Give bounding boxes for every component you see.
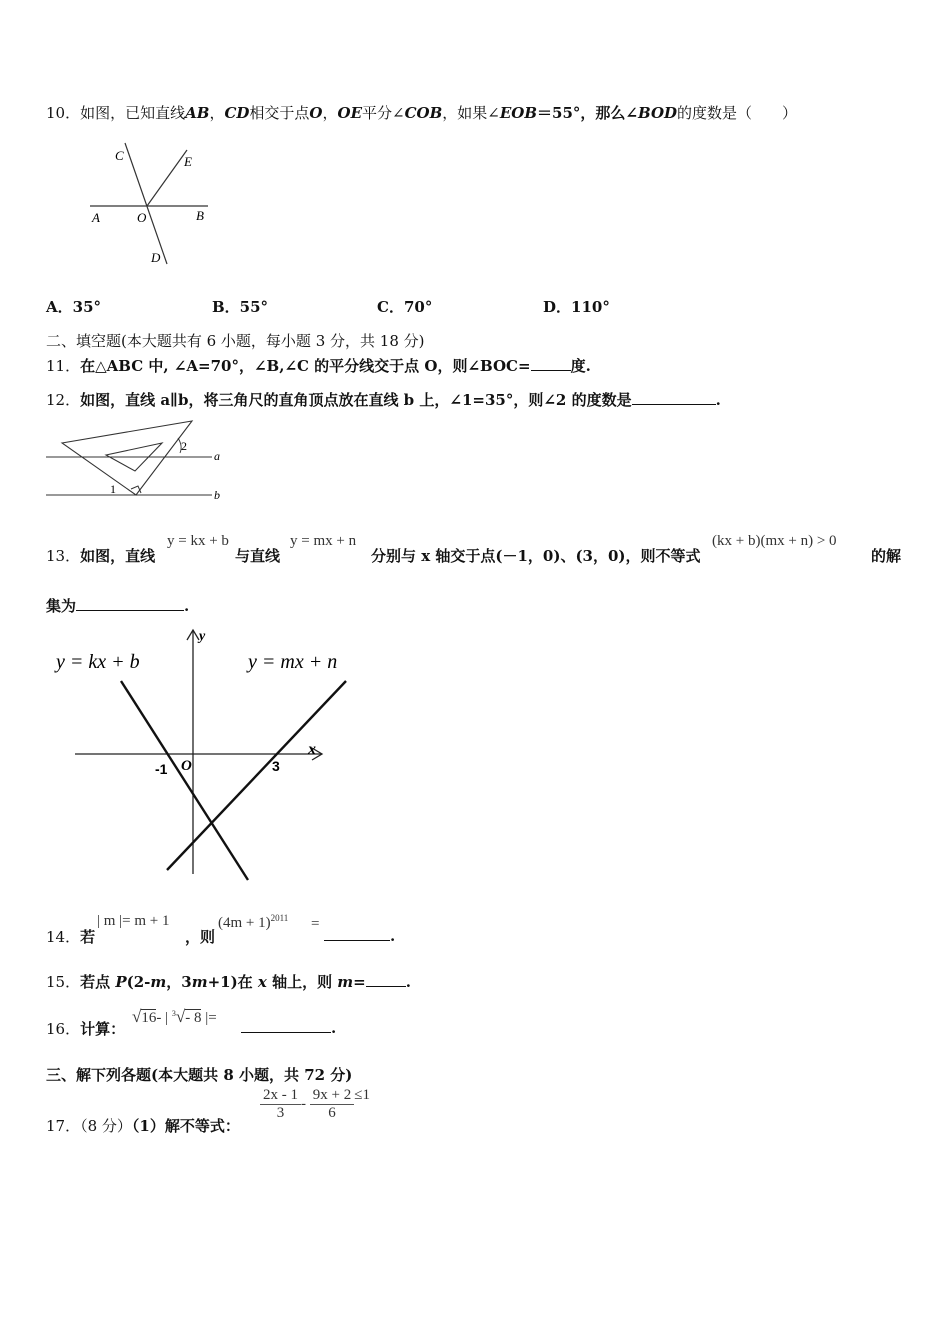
answer-blank[interactable] (632, 390, 716, 405)
q14-prefix: 14．若 (46, 928, 96, 946)
q13-number: 13．如图，直线 (46, 547, 156, 565)
ray-oe (147, 150, 187, 206)
answer-blank[interactable] (241, 1018, 331, 1033)
answer-blank[interactable] (531, 356, 571, 371)
x-axis-label: x (308, 741, 316, 758)
fraction-1: $\frac{2x - 1}{3}$ (260, 1087, 301, 1122)
q13-formula-3: (kx + b)(mx + n) > 0 (712, 533, 837, 549)
q13-formula-1: y = kx + b (167, 533, 229, 549)
q16-prefix: 16．计算： (46, 1020, 126, 1038)
q16-formula: √16- | $^3$√- 8 |= (132, 1007, 217, 1026)
answer-blank[interactable] (366, 972, 406, 987)
label-b: B (196, 208, 204, 223)
origin-label: O (181, 758, 192, 774)
label-line-1: y = kx + b (56, 651, 140, 673)
label-c: C (115, 148, 124, 163)
q12-figure (44, 416, 234, 504)
section-2-heading: 二、填空题(本大题共有 6 小题，每小题 3 分，共 18 分) (46, 332, 425, 350)
q17-prefix: 17．（8 分）（1）解不等式： (46, 1117, 240, 1135)
q13-text-3: 分别与 x 轴交于点(－1，0)、(3，0)，则不等式 (371, 547, 701, 565)
q15-stem: 15．若点 P(2-m，3m+1)在 x 轴上，则 m= . (46, 973, 411, 991)
label-line-2: y = mx + n (248, 651, 338, 673)
label-d: D (151, 250, 161, 265)
label-a: a (214, 449, 220, 463)
q10-option-b[interactable]: B．55° (212, 298, 269, 316)
section-3-heading: 三、解下列各题(本大题共 8 小题，共 72 分) (46, 1066, 353, 1084)
answer-blank[interactable] (324, 926, 390, 941)
q16-answer: . (241, 1018, 336, 1037)
label-a: A (92, 210, 100, 225)
label-angle-1: 1 (110, 482, 116, 496)
q14-answer: . (324, 926, 395, 945)
q14-formula-2: $(4m + 1)^{2011}$ (218, 913, 289, 931)
q14-equals: = (311, 916, 320, 932)
triangle-outer (62, 421, 192, 495)
q14-formula-1: | m |= m + 1 (97, 913, 170, 929)
line-cd (125, 143, 167, 264)
q17-inequality: $\frac{2x - 1}{3}$ - $\frac{9x + 2}{6}$ ≤1 (260, 1087, 370, 1122)
q10-option-c[interactable]: C．70° (377, 298, 433, 316)
y-axis-label: y (199, 629, 206, 644)
label-angle-2: 2 (181, 439, 187, 453)
question-number: 10． (46, 104, 81, 122)
q10-figure (85, 138, 215, 270)
q13-graph (50, 626, 360, 886)
fraction-2: $\frac{9x + 2}{6}$ (310, 1087, 354, 1122)
q13-text-4: 的解 (871, 547, 902, 565)
q10-option-a[interactable]: A．35° (46, 298, 102, 316)
answer-blank[interactable] (76, 596, 184, 611)
tick-label-3: 3 (272, 758, 280, 774)
q14-text-2: ，则 (185, 928, 216, 946)
tick-label-neg1: -1 (155, 761, 168, 777)
q10-option-d[interactable]: D．110° (543, 298, 610, 316)
label-o: O (137, 210, 147, 225)
q13-line-2: 集为 . (46, 597, 190, 615)
q13-formula-2: y = mx + n (290, 533, 357, 549)
q10-stem: 10．如图，已知直线AB，CD相交于点O，OE平分∠COB，如果∠EOB＝55°，那么∠BOD的度数是（ ） (46, 104, 798, 122)
q11-stem: 11．在△ABC 中, ∠A=70°，∠B,∠C 的平分线交于点 O，则∠BOC= 度. (46, 357, 591, 375)
label-e: E (184, 154, 192, 169)
label-b: b (214, 488, 220, 502)
q12-stem: 12．如图，直线 a∥b，将三角尺的直角顶点放在直线 b 上，∠1=35°，则∠2 的度数是 . (46, 391, 721, 409)
q13-text-2: 与直线 (235, 547, 281, 565)
line-mx-n (167, 681, 346, 870)
